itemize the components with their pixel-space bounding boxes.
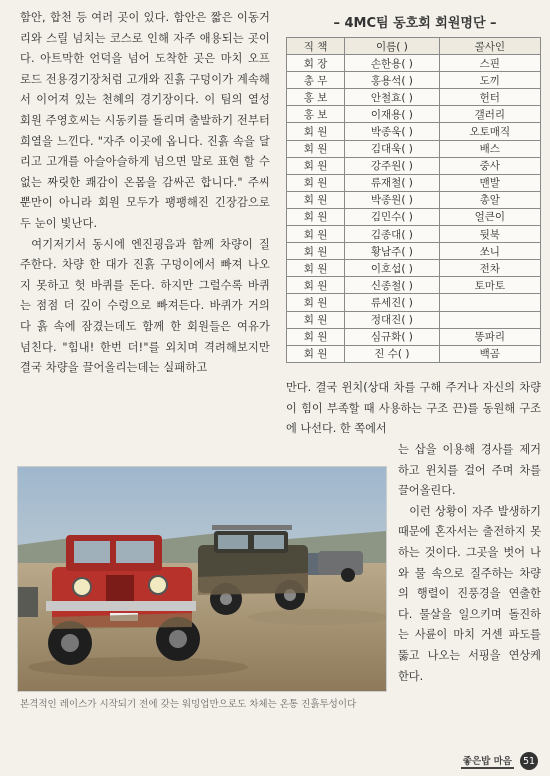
cell-callsign: 쏘니 [439, 243, 540, 260]
cell-role: 회 원 [287, 243, 345, 260]
table-row [287, 260, 541, 277]
cell-name: 진 수( ) [345, 345, 439, 362]
cell-name: 이호섭( ) [345, 260, 439, 277]
cell-name: 류재철( ) [345, 174, 439, 191]
cell-role: 홍 보 [287, 89, 345, 106]
cell-callsign: 도끼 [439, 72, 540, 89]
cell-callsign: 얼큰이 [439, 208, 540, 225]
article-column-left [20, 8, 270, 379]
cell-callsign [439, 311, 540, 328]
cell-role: 회 원 [287, 140, 345, 157]
cell-callsign: 똥파리 [439, 328, 540, 345]
table-row [287, 106, 541, 123]
page-footer [461, 752, 538, 770]
cell-callsign: 뒷북 [439, 226, 540, 243]
offroad-jeeps-photo [17, 466, 387, 692]
cell-role: 회 원 [287, 208, 345, 225]
member-roster-table [286, 37, 541, 363]
cell-role: 회 원 [287, 328, 345, 345]
cell-name: 류세진( ) [345, 294, 439, 311]
cell-name: 박종욱( ) [345, 123, 439, 140]
cell-callsign: 중사 [439, 157, 540, 174]
cell-name: 손한용( ) [345, 55, 439, 72]
table-row [287, 72, 541, 89]
cell-name: 김민수( ) [345, 208, 439, 225]
photo-caption: 본격적인 레이스가 시작되기 전에 갖는 워밍업만으로도 차체는 온통 진흙투성이다 [20, 699, 357, 710]
cell-name: 심규화( ) [345, 328, 439, 345]
cell-callsign: 맨발 [439, 174, 540, 191]
table-row [287, 311, 541, 328]
table-row [287, 55, 541, 72]
table-row [287, 123, 541, 140]
article-column-right-lower [398, 440, 541, 687]
cell-name: 김대욱( ) [345, 140, 439, 157]
cell-role: 회 원 [287, 260, 345, 277]
table-row [287, 243, 541, 260]
header-name: 이름( ) [345, 38, 439, 55]
cell-callsign: 스핀 [439, 55, 540, 72]
cell-name: 홍용석( ) [345, 72, 439, 89]
paragraph: 이런 상황이 자주 발생하기 때문에 혼자서는 출전하지 못하는 것이다. 그곳을 벗어 나와 물 속으로 질주하는 차량의 행렬이 진풍경을 연출한다. 물살을 일으키며 돌진하는 사륜이 마치 거센 파도를 뚫고 나오는 서핑을 연상케 한다. [398, 504, 541, 683]
roster-title: – 4MC팀 동호회 회원명단 – [333, 16, 497, 31]
table-row [287, 174, 541, 191]
table-row [287, 89, 541, 106]
cell-name: 황남주( ) [345, 243, 439, 260]
cell-role: 회 원 [287, 191, 345, 208]
cell-callsign: 배스 [439, 140, 540, 157]
cell-role: 회 원 [287, 174, 345, 191]
article-column-right-continued: 만다. 결국 윈치(상대 차를 구해 주거나 자신의 차량이 힘이 부족할 때 사용하는 구조 끈)를 동원해 구조에 나선다. 한 쪽에서 [286, 381, 541, 436]
cell-callsign: 백곰 [439, 345, 540, 362]
cell-role: 회 원 [287, 311, 345, 328]
table-row [287, 191, 541, 208]
cell-callsign: 헌터 [439, 89, 540, 106]
cell-name: 신종철( ) [345, 277, 439, 294]
cell-name: 강주원( ) [345, 157, 439, 174]
paragraph: 는 삽을 이용해 경사를 제거하고 윈치를 걸어 주며 차를 끌어올린다. [398, 443, 541, 498]
table-row [287, 277, 541, 294]
cell-role: 회 원 [287, 226, 345, 243]
cell-role: 총 무 [287, 72, 345, 89]
table-row [287, 157, 541, 174]
cell-callsign: 총알 [439, 191, 540, 208]
paragraph: 함안, 합천 등 여러 곳이 있다. 함안은 짧은 이동거리와 스릴 넘치는 코스로 인해 자주 애용되는 곳이다. 아트막한 언덕을 넘어 도착한 곳은 마치 오프로드 전용경기장처럼 고개와 진흙 구덩이가 계속해서 이어져 있는 천혜의 경기장이다. 이 팀의 열성회원 주영호씨는 시동키를 돌리며 출발하기 전부터 희열을 느낀다. "자주 이곳에 옵니다. 진흙 속을 달리고 고개를 아슬아슬하게 넘으면 말로 표현 할 수 없는 짜릿한 쾌감이 온몸을 감싸곤 합니다." 주씨 뿐만이 아니라 회원 모두가 팽팽해진 긴장감으로 두 눈이 빛난다. [20, 11, 270, 230]
cell-role: 회 원 [287, 157, 345, 174]
cell-callsign: 갤러리 [439, 106, 540, 123]
cell-name: 이재용( ) [345, 106, 439, 123]
cell-callsign: 오토매직 [439, 123, 540, 140]
cell-role: 회 원 [287, 294, 345, 311]
table-row [287, 294, 541, 311]
table-row [287, 328, 541, 345]
cell-role: 홍 보 [287, 106, 345, 123]
table-row [287, 226, 541, 243]
magazine-name: 좋은밥 마음 [461, 753, 514, 769]
paragraph: 여기저기서 동시에 엔진굉음과 함께 차량이 질주한다. 차량 한 대가 진흙 구덩이에서 빠져 나오지 못하고 헛 바퀴를 돈다. 하지만 그럴수록 바퀴는 점점 더 깊이 수렁으로 빠져든다. 바퀴가 거의 다 흙 속에 잠겼는데도 함께 한 회원들은 여유가 넘친다. "힘내! 한번 더!"를 외치며 격려해보지만 결국 차량을 끌어올리는데는 실패하고 [20, 237, 270, 375]
cell-name: 박종원( ) [345, 191, 439, 208]
table-row [287, 345, 541, 362]
page-number: 51 [520, 752, 538, 770]
cell-name: 정대진( ) [345, 311, 439, 328]
cell-role: 회 원 [287, 345, 345, 362]
header-callsign: 콜사인 [439, 38, 540, 55]
table-row [287, 140, 541, 157]
table-header-row [287, 38, 541, 55]
cell-role: 회 원 [287, 277, 345, 294]
cell-name: 김종대( ) [345, 226, 439, 243]
cell-role: 회 장 [287, 55, 345, 72]
cell-callsign: 토마토 [439, 277, 540, 294]
table-row [287, 208, 541, 225]
cell-role: 회 원 [287, 123, 345, 140]
cell-callsign: 전차 [439, 260, 540, 277]
cell-name: 안철효( ) [345, 89, 439, 106]
header-role: 직 책 [287, 38, 345, 55]
cell-callsign [439, 294, 540, 311]
